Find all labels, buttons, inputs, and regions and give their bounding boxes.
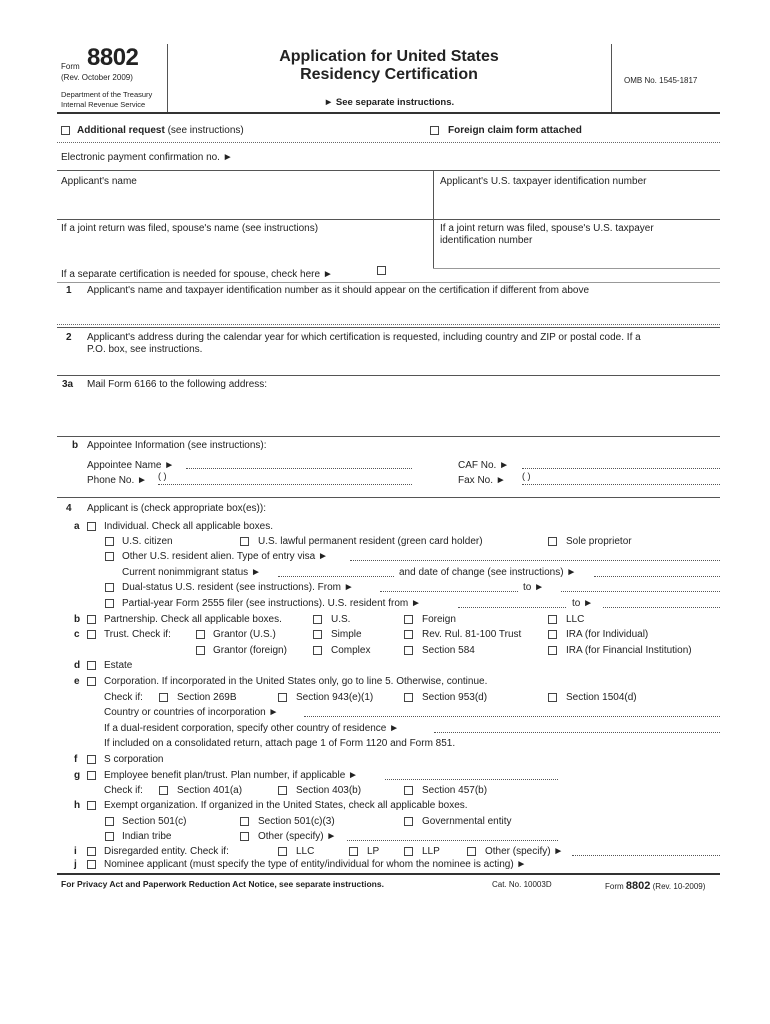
lpr-label: U.S. lawful permanent resident (green card holder): [258, 536, 483, 547]
grantor-us-label: Grantor (U.S.): [213, 629, 276, 640]
line3a-label: Mail Form 6166 to the following address:: [87, 379, 268, 390]
trust-checkbox[interactable]: [87, 630, 96, 639]
corp-check-if-label: Check if:: [104, 692, 143, 703]
additional-request-label: Additional request (see instructions): [77, 125, 244, 136]
line4e-letter: e: [74, 676, 80, 687]
line4i-letter: i: [74, 846, 77, 857]
section-269b-label: Section 269B: [177, 692, 237, 703]
section-943-label: Section 943(e)(1): [296, 692, 374, 703]
fax-field[interactable]: [522, 484, 720, 485]
separate-cert-label: If a separate certification is needed for spouse, check here ►: [61, 269, 333, 280]
disregarded-llp-checkbox[interactable]: [404, 847, 413, 856]
estate-label: Estate: [104, 660, 133, 671]
us-citizen-label: U.S. citizen: [122, 536, 173, 547]
exempt-org-label: Exempt organization. If organized in the United States, check all applicable boxes.: [104, 800, 468, 811]
agency: Internal Revenue Service: [61, 100, 146, 109]
form-number: 8802: [87, 44, 139, 71]
line1-number: 1: [66, 285, 72, 296]
s-corp-checkbox[interactable]: [87, 755, 96, 764]
line4g-letter: g: [74, 770, 81, 781]
section-501c3-checkbox[interactable]: [240, 817, 249, 826]
ira-individual-checkbox[interactable]: [548, 630, 557, 639]
other-alien-checkbox[interactable]: [105, 552, 114, 561]
line4b-letter: b: [74, 614, 81, 625]
exempt-other-field[interactable]: [347, 840, 558, 841]
ira-financial-label: IRA (for Financial Institution): [566, 645, 692, 656]
spouse-tin-label-line2: identification number: [440, 235, 533, 246]
separate-cert-checkbox[interactable]: [377, 266, 386, 275]
section-953-checkbox[interactable]: [404, 693, 413, 702]
disregarded-entity-label: Disregarded entity. Check if:: [104, 846, 229, 857]
caf-field[interactable]: [522, 468, 720, 469]
rev-rul-checkbox[interactable]: [404, 630, 413, 639]
partnership-llc-label: LLC: [566, 614, 585, 625]
countries-incorporation-field[interactable]: [304, 716, 720, 717]
section-501c-checkbox[interactable]: [105, 817, 114, 826]
sole-proprietor-label: Sole proprietor: [566, 536, 632, 547]
line4-label: Applicant is (check appropriate box(es)):: [87, 503, 266, 514]
ebp-label: Employee benefit plan/trust. Plan number, if applicable ►: [104, 770, 358, 781]
sole-proprietor-checkbox[interactable]: [548, 537, 557, 546]
disregarded-llp-label: LLP: [422, 846, 440, 857]
footer-form-label: Form 8802 (Rev. 10-2009): [605, 880, 706, 892]
partnership-foreign-label: Foreign: [422, 614, 456, 625]
complex-trust-checkbox[interactable]: [313, 646, 322, 655]
nominee-checkbox[interactable]: [87, 860, 96, 869]
privacy-notice: For Privacy Act and Paperwork Reduction Act Notice, see separate instructions.: [61, 879, 384, 889]
grantor-foreign-checkbox[interactable]: [196, 646, 205, 655]
partial-year-to-field[interactable]: [603, 607, 720, 608]
disregarded-llc-label: LLC: [296, 846, 315, 857]
line4j-letter: j: [74, 859, 77, 870]
line3b-letter: b: [72, 440, 79, 451]
indian-tribe-checkbox[interactable]: [105, 832, 114, 841]
grantor-us-checkbox[interactable]: [196, 630, 205, 639]
ebp-checkbox[interactable]: [87, 771, 96, 780]
indian-tribe-label: Indian tribe: [122, 831, 172, 842]
line3b-label: Appointee Information (see instructions):: [87, 440, 267, 451]
disregarded-entity-checkbox[interactable]: [87, 847, 96, 856]
omb-number: OMB No. 1545-1817: [624, 76, 698, 85]
see-instructions: ► See separate instructions.: [323, 97, 455, 108]
disregarded-lp-label: LP: [367, 846, 380, 857]
line4c-letter: c: [74, 629, 80, 640]
rev-rul-label: Rev. Rul. 81-100 Trust: [422, 629, 522, 640]
section-501c3-label: Section 501(c)(3): [258, 816, 335, 827]
simple-trust-checkbox[interactable]: [313, 630, 322, 639]
line2-label-line2: P.O. box, see instructions.: [87, 344, 203, 355]
lpr-checkbox[interactable]: [240, 537, 249, 546]
ira-financial-checkbox[interactable]: [548, 646, 557, 655]
individual-label: Individual. Check all applicable boxes.: [104, 521, 273, 532]
epay-confirmation-label: Electronic payment confirmation no. ►: [61, 152, 233, 163]
phone-label: Phone No. ►: [87, 475, 147, 486]
simple-trust-label: Simple: [331, 629, 362, 640]
nonimmigrant-status-field[interactable]: [278, 576, 394, 577]
corporation-checkbox[interactable]: [87, 677, 96, 686]
dual-status-from-field[interactable]: [380, 591, 518, 592]
line4a-letter: a: [74, 521, 80, 532]
fax-label: Fax No. ►: [458, 475, 506, 486]
partial-year-label: Partial-year Form 2555 filer (see instructions). U.S. resident from ►: [122, 598, 421, 609]
dual-resident-corp-field[interactable]: [434, 732, 720, 733]
form-title-line1: Application for United States: [279, 48, 499, 65]
countries-incorporation-label: Country or countries of incorporation ►: [104, 707, 279, 718]
ebp-check-if-label: Check if:: [104, 785, 143, 796]
s-corp-label: S corporation: [104, 754, 164, 765]
form-label: Form: [61, 62, 80, 71]
individual-checkbox[interactable]: [87, 522, 96, 531]
line4f-letter: f: [74, 754, 78, 765]
partial-year-to-label: to ►: [572, 598, 594, 609]
nominee-label: Nominee applicant (must specify the type of entity/individual for whom the nominee is acting) ►: [104, 859, 527, 870]
line2-label-line1: Applicant's address during the calendar year for which certification is requested, including country and ZIP or postal code. If a: [87, 332, 641, 343]
fax-area-code: ( ): [522, 471, 531, 481]
current-status-label: Current nonimmigrant status ►: [122, 567, 261, 578]
appointee-name-field[interactable]: [186, 468, 412, 469]
dual-status-label: Dual-status U.S. resident (see instructions). From ►: [122, 582, 354, 593]
partnership-label: Partnership. Check all applicable boxes.: [104, 614, 282, 625]
dual-status-to-field[interactable]: [561, 591, 720, 592]
disregarded-other-field[interactable]: [572, 855, 720, 856]
applicant-name-label: Applicant's name: [61, 176, 137, 187]
spouse-tin-label-line1: If a joint return was filed, spouse's U.S. taxpayer: [440, 223, 654, 234]
caf-label: CAF No. ►: [458, 460, 510, 471]
appointee-name-label: Appointee Name ►: [87, 460, 175, 471]
section-943-checkbox[interactable]: [278, 693, 287, 702]
exempt-org-checkbox[interactable]: [87, 801, 96, 810]
trust-label: Trust. Check if:: [104, 629, 171, 640]
line4d-letter: d: [74, 660, 81, 671]
line2-number: 2: [66, 332, 72, 343]
section-269b-checkbox[interactable]: [159, 693, 168, 702]
ira-individual-label: IRA (for Individual): [566, 629, 649, 640]
section-401a-label: Section 401(a): [177, 785, 243, 796]
complex-trust-label: Complex: [331, 645, 371, 656]
section-1504-checkbox[interactable]: [548, 693, 557, 702]
governmental-entity-checkbox[interactable]: [404, 817, 413, 826]
dual-status-checkbox[interactable]: [105, 583, 114, 592]
applicant-tin-label: Applicant's U.S. taxpayer identification number: [440, 176, 647, 187]
line4h-letter: h: [74, 800, 81, 811]
line4-number: 4: [66, 503, 72, 514]
date-change-label: and date of change (see instructions) ►: [399, 567, 577, 578]
department: Department of the Treasury: [61, 90, 153, 99]
section-953-label: Section 953(d): [422, 692, 488, 703]
estate-checkbox[interactable]: [87, 661, 96, 670]
exempt-other-checkbox[interactable]: [240, 832, 249, 841]
partnership-foreign-checkbox[interactable]: [404, 615, 413, 624]
foreign-claim-checkbox[interactable]: [430, 126, 439, 135]
section-401a-checkbox[interactable]: [159, 786, 168, 795]
section-403b-checkbox[interactable]: [278, 786, 287, 795]
line1-label: Applicant's name and taxpayer identification number as it should appear on the certification if different from above: [87, 285, 590, 296]
phone-area-code: ( ): [158, 471, 167, 481]
revision-date: (Rev. October 2009): [61, 73, 133, 82]
foreign-claim-label: Foreign claim form attached: [448, 125, 582, 136]
spouse-name-label: If a joint return was filed, spouse's name (see instructions): [61, 223, 319, 234]
section-1504-label: Section 1504(d): [566, 692, 637, 703]
catalog-number: Cat. No. 10003D: [492, 880, 552, 889]
grantor-foreign-label: Grantor (foreign): [213, 645, 287, 656]
corporation-label: Corporation. If incorporated in the United States only, go to line 5. Otherwise, continue.: [104, 676, 488, 687]
additional-request-checkbox[interactable]: [61, 126, 70, 135]
entry-visa-field[interactable]: [350, 560, 720, 561]
partnership-llc-checkbox[interactable]: [548, 615, 557, 624]
partial-year-checkbox[interactable]: [105, 599, 114, 608]
dual-status-to-label: to ►: [523, 582, 545, 593]
partnership-us-label: U.S.: [331, 614, 351, 625]
section-403b-label: Section 403(b): [296, 785, 362, 796]
disregarded-lp-checkbox[interactable]: [349, 847, 358, 856]
partnership-checkbox[interactable]: [87, 615, 96, 624]
section-584-checkbox[interactable]: [404, 646, 413, 655]
date-change-field[interactable]: [594, 576, 720, 577]
partial-year-from-field[interactable]: [458, 607, 566, 608]
section-457b-checkbox[interactable]: [404, 786, 413, 795]
plan-number-field[interactable]: [385, 779, 558, 780]
disregarded-llc-checkbox[interactable]: [278, 847, 287, 856]
consolidated-return-note: If included on a consolidated return, attach page 1 of Form 1120 and Form 851.: [104, 738, 456, 749]
other-alien-label: Other U.S. resident alien. Type of entry visa ►: [122, 551, 328, 562]
disregarded-other-label: Other (specify) ►: [485, 846, 564, 857]
line3a-number: 3a: [62, 379, 74, 390]
governmental-entity-label: Governmental entity: [422, 816, 512, 827]
form-title-line2: Residency Certification: [300, 66, 478, 83]
dual-resident-corp-label: If a dual-resident corporation, specify other country of residence ►: [104, 723, 400, 734]
section-501c-label: Section 501(c): [122, 816, 187, 827]
section-457b-label: Section 457(b): [422, 785, 488, 796]
phone-field[interactable]: [158, 484, 412, 485]
disregarded-other-checkbox[interactable]: [467, 847, 476, 856]
section-584-label: Section 584: [422, 645, 475, 656]
exempt-other-label: Other (specify) ►: [258, 831, 337, 842]
partnership-us-checkbox[interactable]: [313, 615, 322, 624]
us-citizen-checkbox[interactable]: [105, 537, 114, 546]
